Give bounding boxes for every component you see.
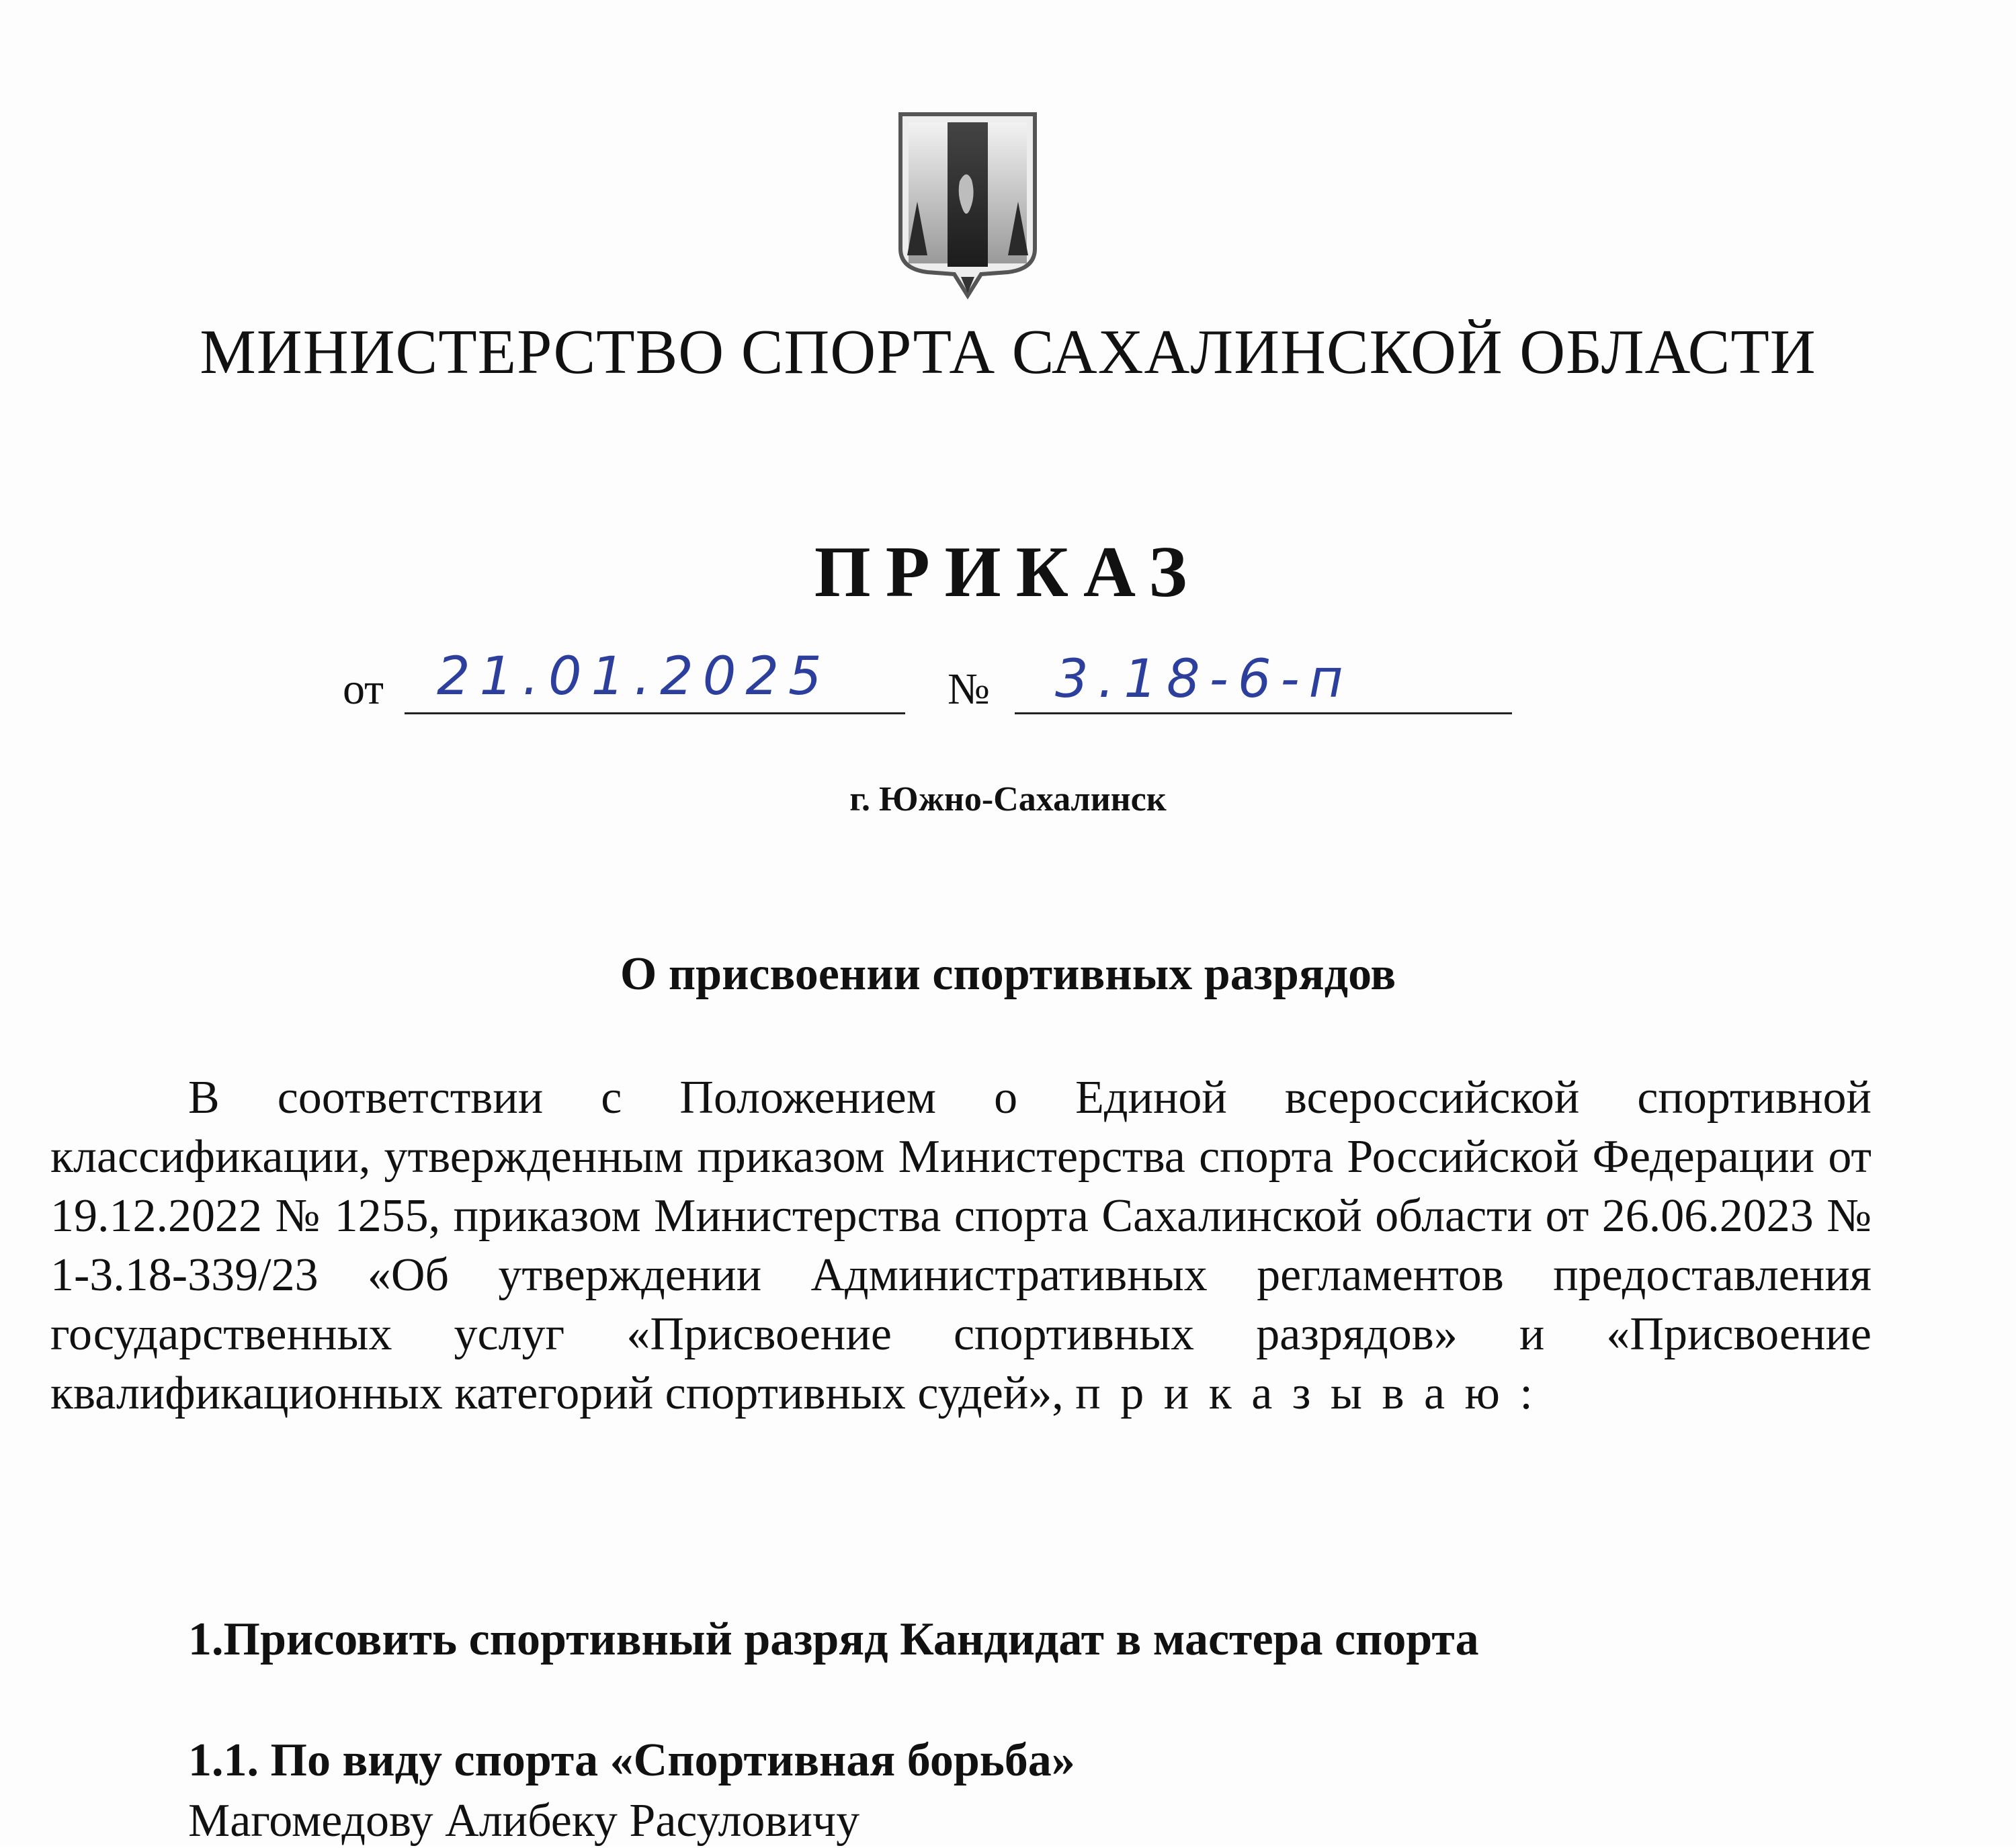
ministry-title: МИНИСТЕРСТВО СПОРТА САХАЛИНСКОЙ ОБЛАСТИ [200, 317, 1816, 387]
section-1-heading: 1.Присовить спортивный разряд Кандидат в мастера спорта [188, 1613, 1479, 1665]
date-field [405, 645, 905, 714]
number-label: № [948, 665, 990, 714]
order-word: п р и к а з ы в а ю : [1075, 1368, 1537, 1419]
date-label: от [343, 665, 384, 714]
order-meta-row [0, 645, 2016, 726]
subject-title: О присвоении спортивных разрядов [620, 948, 1396, 1000]
preamble-paragraph [50, 1068, 1872, 1423]
section-1-1-heading: 1.1. По виду спорта «Спортивная борьба» [188, 1734, 1075, 1786]
awardee-name: Магомедову Алибеку Расуловичу [188, 1795, 860, 1847]
handwritten-number: 3.18-6-п [1055, 649, 1353, 710]
number-field [1015, 645, 1512, 714]
document-type: ПРИКАЗ [814, 532, 1202, 612]
city-line: г. Южно-Сахалинск [849, 780, 1167, 818]
preamble-text: В соответствии с Положением о Единой всероссийской спортивной классификации, утвержденным приказом Министерства спорта Российской Федерации от 19.12.2022 № 1255, приказом Министерства спорта Сахалинской области от 26.06.2023 № 1-3.18-339/23 «Об утверждении Административных регламентов предоставления государственных услуг «Присвоение спортивных разрядов» и «Присвоение квалификационных категорий спортивных судей», [50, 1072, 1872, 1419]
sakhalin-coat-of-arms-icon [887, 101, 1048, 302]
handwritten-date: 21.01.2025 [437, 646, 831, 707]
